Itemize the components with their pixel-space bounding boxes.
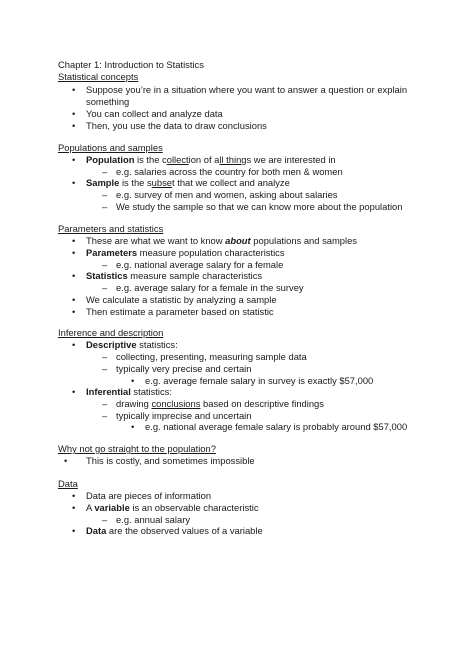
bullet-dot: • [72,247,76,258]
bullet-dot: • [72,108,76,119]
bullet-dash: – [102,514,108,525]
list-item: Suppose you’re in a situation where you want to answer a question or explain [86,84,408,95]
text-run: measure population characteristics [137,247,285,258]
bullet-dot: • [64,455,68,466]
section-heading-statistical-concepts: Statistical concepts [58,71,139,82]
sub-list-item: e.g. national average salary for a female [116,259,284,270]
list-item-variable [86,502,259,514]
text-run: is the s [119,177,152,188]
text-run: based on descriptive findings [200,398,324,409]
list-item-continuation: something [86,96,130,107]
bullet-dot: • [72,386,76,397]
text-run: ion of a [188,154,220,165]
list-item: Then, you use the data to draw conclusions [86,120,267,131]
bullet-dash: – [102,410,108,421]
list-item: Data are pieces of information [86,490,212,501]
text-run: are the observed values of a variable [106,525,263,536]
text-run: measure sample characteristics [127,270,263,281]
term-population: Population [86,154,135,165]
text-run: t that we collect and analyze [172,177,290,188]
sub-list-item [116,398,324,410]
list-item: Then estimate a parameter based on statistic [86,306,274,317]
list-item-parameters [86,247,285,259]
sub-list-item: e.g. salaries across the country for both men & women [116,166,343,177]
bullet-dash: – [102,282,108,293]
bullet-dot: • [72,235,76,246]
list-item: You can collect and analyze data [86,108,223,119]
bullet-dot: • [72,490,76,501]
list-item-data [86,525,263,537]
bullet-dot: • [72,270,76,281]
bullet-dot: • [72,306,76,317]
text-run: s we are interested in [246,154,336,165]
bullet-dash: – [102,398,108,409]
bullet-dot: • [72,502,76,513]
sub-list-item: typically imprecise and uncertain [116,410,252,421]
text-run: is an observable characteristic [129,502,259,513]
sub-list-item: collecting, presenting, measuring sample data [116,351,307,362]
term-parameters: Parameters [86,247,138,258]
list-item: We calculate a statistic by analyzing a sample [86,294,277,305]
term-descriptive: Descriptive [86,339,137,350]
bullet-dash: – [102,201,108,212]
term-data: Data [86,525,107,536]
section-heading-why-not-population: Why not go straight to the population? [58,443,216,454]
list-item-inferential [86,386,172,398]
bullet-dot: • [72,294,76,305]
bullet-dot: • [131,421,135,432]
list-item: This is costly, and sometimes impossible [86,455,255,466]
text-run: is the c [134,154,167,165]
bullet-dot: • [72,120,76,131]
bullet-dot: • [72,177,76,188]
bullet-dash: – [102,259,108,270]
text-run: populations and samples [250,235,357,246]
bullet-dot: • [72,339,76,350]
list-item-sample [86,177,290,189]
text-run-underlined: conclusions [151,398,201,409]
section-heading-populations-samples: Populations and samples [58,142,163,153]
sub-list-item: e.g. annual salary [116,514,191,525]
bullet-dash: – [102,351,108,362]
bullet-dash: – [102,363,108,374]
chapter-title: Chapter 1: Introduction to Statistics [58,59,204,70]
text-run: These are what we want to know [86,235,226,246]
bullet-dash: – [102,166,108,177]
term-sample: Sample [86,177,120,188]
section-heading-parameters-statistics: Parameters and statistics [58,223,164,234]
text-run: A [86,502,95,513]
list-item [86,235,357,247]
bullet-dot: • [72,525,76,536]
text-run-underlined: ollect [166,154,189,165]
bullet-dash: – [102,189,108,200]
term-variable: variable [94,502,130,513]
sub-list-item: e.g. average salary for a female in the survey [116,282,304,293]
bullet-dot: • [72,154,76,165]
text-run-underlined: ubse [151,177,173,188]
text-run-underlined: ll thing [219,154,247,165]
sub-list-item: e.g. survey of men and women, asking about salaries [116,189,338,200]
list-item-descriptive [86,339,178,351]
term-inferential: Inferential [86,386,131,397]
bullet-dot: • [72,84,76,95]
list-item-population [86,154,336,166]
text-run: statistics: [136,339,178,350]
section-heading-inference-description: Inference and description [58,327,164,338]
section-heading-data: Data [58,478,78,489]
list-item-statistics [86,270,262,282]
bullet-dot: • [131,375,135,386]
sub-list-item: We study the sample so that we can know more about the population [116,201,403,212]
sub-list-item: typically very precise and certain [116,363,252,374]
text-run-bold-italic: about [225,235,251,246]
sub-sub-list-item: e.g. average female salary in survey is exactly $57,000 [145,375,374,386]
term-statistics: Statistics [86,270,128,281]
text-run: drawing [116,398,152,409]
sub-sub-list-item: e.g. national average female salary is probably around $57,000 [145,421,408,432]
text-run: statistics: [130,386,172,397]
